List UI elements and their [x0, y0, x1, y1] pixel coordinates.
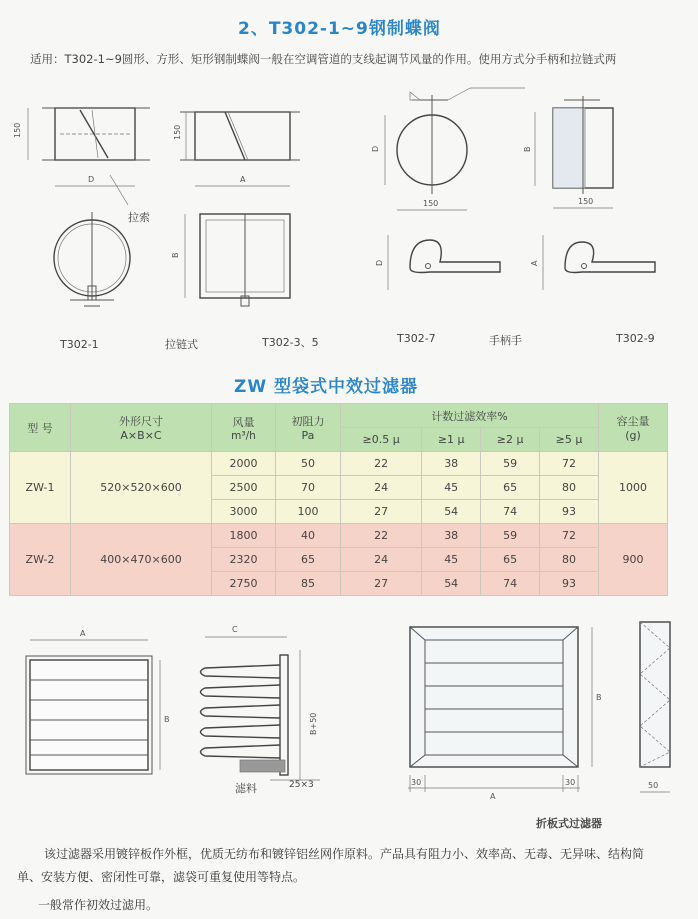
col-eff: 计数过滤效率% [341, 404, 599, 428]
dim-C1: C [232, 625, 238, 634]
dim-B1: B [171, 252, 180, 258]
col-dust: 容尘量 (g) [599, 404, 668, 452]
valve-drawings [0, 80, 698, 355]
dim-D1: D [88, 175, 95, 184]
table-row: 2500 70 24 45 65 80 [10, 476, 668, 500]
label-t302-7: T302-7 [397, 332, 436, 345]
dim-50: 50 [648, 781, 659, 790]
dim-B2f: B [596, 693, 602, 702]
valve-t302-1-front [54, 212, 130, 306]
col-model: 型 号 [10, 404, 71, 452]
filter-spec-table [9, 403, 668, 596]
table-row: ZW-2 400×470×600 1800 40 22 38 59 72 900 [10, 524, 668, 548]
label-folded-filter: 折板式过滤器 [536, 817, 602, 830]
section-title-valve: 2、T302-1~9钢制蝶阀 [238, 19, 441, 39]
valve-t302-9-top [523, 96, 613, 208]
dim-B1f: B [164, 715, 170, 724]
table-row: 3000 100 27 54 74 93 [10, 500, 668, 524]
dim-30b: 30 [565, 778, 576, 787]
col-size: 外形尺寸 A×B×C [71, 404, 212, 452]
label-shoubing: 手柄手 [489, 334, 522, 347]
table-row: ZW-1 520×520×600 2000 50 22 38 59 72 1000 [10, 452, 668, 476]
filter-drawings [0, 615, 698, 805]
bag-filter-front [26, 629, 170, 774]
col-resist: 初阻力 Pa [276, 404, 341, 452]
label-t302-35: T302-3、5 [262, 336, 319, 349]
folded-filter-front [408, 627, 602, 801]
col-e3: ≥2 μ [481, 428, 540, 452]
dim-B2: B [523, 146, 532, 152]
valve-t302-9-handle [530, 235, 655, 290]
bottom-line-2: 单、安装方便、密闭性可靠，滤袋可重复使用等特点。 [17, 870, 306, 884]
valve-t302-35-front [171, 214, 290, 306]
bottom-line-1: 该过滤器采用镀锌板作外框，优质无纺布和镀锌铝丝网作原料。产品具有阻力小、效率高、无毒、无异味、结构简 [44, 847, 645, 861]
label-lasuo: 拉索 [128, 211, 150, 224]
folded-filter-side [640, 622, 670, 792]
section-title-filter: ZW 型袋式中效过滤器 [234, 377, 418, 397]
valve-t302-7-handle [375, 235, 500, 290]
label-t302-9: T302-9 [616, 332, 655, 345]
dim-150d: 150 [578, 197, 594, 206]
table-row: 2750 85 27 54 74 93 [10, 572, 668, 596]
valve-t302-7-top [371, 88, 525, 210]
bag-filter-side [201, 625, 321, 780]
valve-t302-1-side [13, 108, 150, 205]
dim-150a: 150 [13, 122, 22, 138]
col-air: 风量 m³/h [212, 404, 276, 452]
dim-D2: D [371, 145, 380, 152]
dim-A2f: A [490, 792, 496, 801]
dim-A1f: A [80, 629, 86, 638]
group-zw1 [10, 452, 668, 524]
dim-150c: 150 [423, 199, 439, 208]
dim-150b: 150 [173, 124, 182, 140]
label-25x3: 25×3 [289, 780, 314, 790]
dim-B50: B+50 [309, 712, 318, 735]
intro-text: 适用：T302-1~9圆形、方形、矩形钢制蝶阀一般在空调管道的支线起调节风量的作用。使用方式分手柄和拉链式两 [30, 52, 617, 66]
dim-D3: D [375, 259, 384, 266]
label-lvliao: 滤料 [235, 782, 257, 795]
col-e4: ≥5 μ [540, 428, 599, 452]
group-zw2 [10, 524, 668, 596]
col-e1: ≥0.5 μ [341, 428, 422, 452]
dim-A2: A [530, 260, 539, 266]
dim-30a: 30 [411, 778, 422, 787]
bottom-line-3: 一般常作初效过滤用。 [38, 898, 159, 912]
valve-t302-35-side [173, 112, 300, 186]
label-lalian: 拉链式 [165, 338, 198, 351]
dim-A1: A [240, 175, 246, 184]
table-row: 2320 65 24 45 65 80 [10, 548, 668, 572]
label-t302-1: T302-1 [60, 338, 99, 351]
col-e2: ≥1 μ [422, 428, 481, 452]
